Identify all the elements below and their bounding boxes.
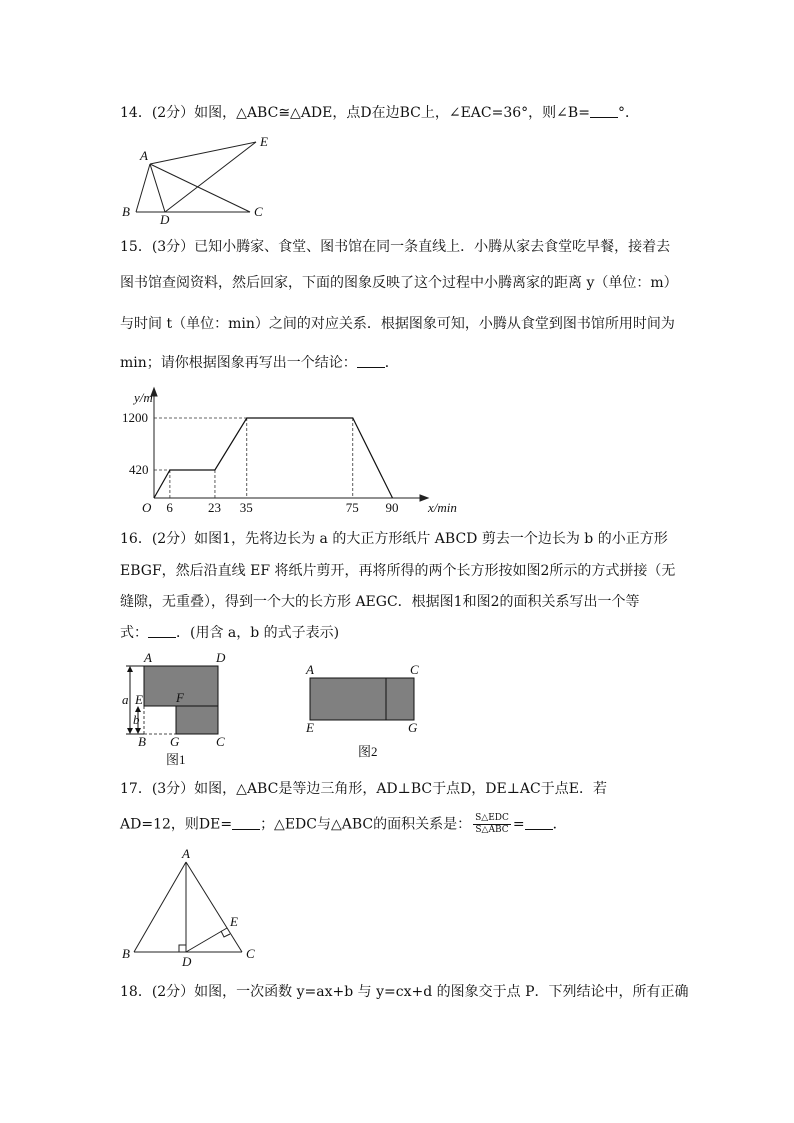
q16-line2: EBGF，然后沿直线 EF 将纸片剪开，再将所得的两个长方形按如图2所示的方式拼接（无: [120, 563, 676, 579]
q16-figure-2: [300, 662, 430, 764]
q15-y-tick-420: 420: [129, 462, 149, 477]
q14-label-c: C: [254, 204, 263, 219]
q16-line4-b: ．(用含 a，b 的式子表示): [176, 625, 340, 641]
q16-fig1-caption: 图1: [166, 752, 186, 767]
q15-line1: 15．(3分）已知小腾家、食堂、图书馆在同一条直线上．小腾从家去食堂吃早餐，接着去: [120, 239, 671, 255]
q17-area-fraction: [473, 813, 511, 836]
q16-line3: 缝隙，无重叠），得到一个大的长方形 AEGC．根据图1和图2的面积关系写出一个等: [120, 594, 640, 610]
q16-fig2-left-rect: [310, 678, 386, 720]
q15-line2: 图书馆查阅资料，然后回家，下面的图象反映了这个过程中小腾离家的距离 y（单位：m）: [120, 275, 678, 291]
q17-figure: [120, 846, 270, 970]
q16-fig1-arrow-down-icon: [127, 728, 133, 734]
q17-label-e: E: [230, 914, 238, 929]
q14-seg-ae: [150, 142, 256, 164]
q17-label-b: B: [122, 946, 130, 961]
q15-ylabel: y/m: [134, 390, 153, 405]
q14-label-a: A: [140, 148, 148, 163]
q16-fig1-label-f: F: [176, 690, 184, 705]
q14-answer-blank[interactable]: [590, 103, 618, 118]
q14-seg-ab: [136, 164, 150, 212]
q16-fig2-right-rect: [386, 678, 414, 720]
q15-line4: [120, 353, 399, 373]
q16-fig1-label-d: D: [216, 650, 226, 665]
q14-seg-de: [165, 142, 256, 212]
q16-fig2-label-e: E: [306, 720, 314, 735]
q16-figure-1: [120, 652, 240, 770]
q16-fig1-label-e: E: [135, 692, 143, 707]
q14-figure: [120, 132, 280, 227]
q16-line4-a: 式：: [120, 625, 148, 641]
q16-fig1-bottom-rect: [176, 706, 218, 734]
q16-line4: [120, 623, 339, 643]
q16-fig1-label-g: G: [170, 734, 180, 749]
q16-fig2-label-c: C: [410, 662, 419, 677]
q15-distance-time-graph: [120, 388, 460, 518]
q17-label-a: A: [182, 846, 190, 861]
q17-right-angle-d-icon: [179, 945, 186, 952]
q15-x-tick-90: 90: [385, 500, 399, 515]
q18-line1: 18．(2分）如图，一次函数 y=ax+b 与 y=cx+d 的图象交于点 P．下列结论中，所有正确: [120, 984, 689, 1000]
q17-answer-blank-2[interactable]: [525, 815, 553, 830]
q16-fig1-dim-label-a: a: [122, 692, 129, 707]
q15-origin: O: [142, 500, 152, 515]
q15-x-tick-6: 6: [166, 500, 173, 515]
q14-text: [120, 103, 639, 123]
q16-fig1-label-a: A: [144, 650, 152, 665]
q17-answer-blank-1[interactable]: [232, 815, 260, 830]
q16-fig1-label-b: B: [138, 734, 146, 749]
q16-fig2-caption: 图2: [358, 744, 378, 759]
q17-line2-d: ．: [552, 816, 567, 833]
q16-fig1-arrow-up-icon: [127, 666, 133, 672]
q16-line1: 16．(2分）如图1，先将边长为 a 的大正方形纸片 ABCD 剪去一个边长为 b 的小正方形: [120, 531, 668, 547]
q15-xlabel: x/min: [428, 500, 457, 515]
q15-x-tick-75: 75: [345, 500, 359, 515]
q14-seg-ad: [150, 164, 165, 212]
q17-line2: [120, 813, 567, 836]
q17-right-angle-e-icon: [221, 931, 230, 937]
q17-line2-c: =: [512, 816, 525, 833]
q15-answer-blank[interactable]: [357, 353, 385, 368]
q17-seg-ac: [186, 862, 242, 952]
q15-y-tick-1200: 1200: [122, 410, 148, 425]
q14-label-b: B: [122, 204, 130, 219]
q14-seg-ac: [150, 164, 250, 212]
q17-line2-a: AD=12，则DE=: [120, 816, 233, 833]
q17-line2-b: ；△EDC与△ABC的面积关系是：: [260, 816, 472, 833]
q14-line-a: 14．(2分）如图，△ABC≅△ADE，点D在边BC上，∠EAC=36°，则∠B=: [120, 105, 590, 121]
q14-label-d: D: [160, 212, 170, 227]
q16-answer-blank[interactable]: [148, 623, 176, 638]
q17-frac-num: S△EDC: [475, 813, 509, 823]
q16-fig2-label-a: A: [306, 662, 314, 677]
x-axis-arrow-icon: [420, 495, 428, 501]
q16-fig1-dim-label-b: b: [133, 712, 140, 727]
q17-label-c: C: [246, 946, 255, 961]
q15-line4-end: ．: [384, 355, 399, 371]
q14-label-e: E: [260, 134, 268, 149]
q15-line4-text: min；请你根据图象再写出一个结论：: [120, 355, 357, 371]
q16-fig2-label-g: G: [408, 720, 418, 735]
q15-line3: 与时间 t（单位：min）之间的对应关系．根据图象可知，小腾从食堂到图书馆所用时间为: [120, 316, 675, 332]
q17-frac-den: S△ABC: [475, 825, 509, 835]
q16-fig1-label-c: C: [216, 734, 225, 749]
q15-x-tick-35: 35: [239, 500, 253, 515]
q17-label-d: D: [182, 954, 192, 969]
q14-line-b: °．: [617, 105, 639, 121]
q17-line1: 17．(3分）如图，△ABC是等边三角形，AD⊥BC于点D，DE⊥AC于点E．若: [120, 781, 607, 797]
q15-series-line: [154, 418, 393, 498]
q17-seg-ab: [134, 862, 186, 952]
q15-x-tick-23: 23: [207, 500, 221, 515]
